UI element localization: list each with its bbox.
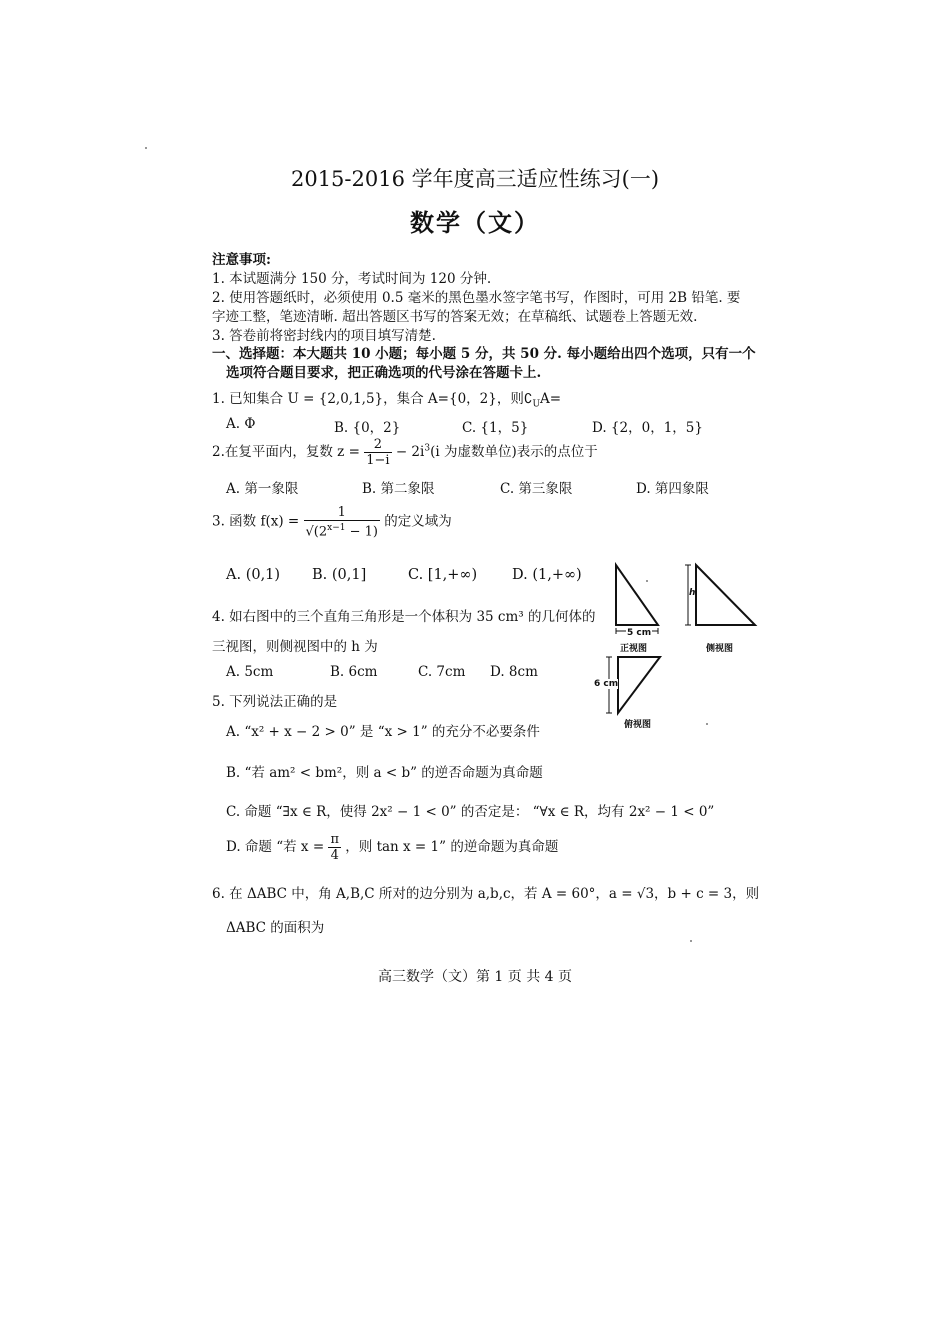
fraction: $\frac{1}{√(2^{x-1} - 1)}$: [305, 505, 378, 540]
question-1-stem: 1. 已知集合 U = {2,0,1,5}，集合 A={0，2}，则$∁_UA=$: [212, 391, 562, 410]
question-4-line1: 4. 如右图中的三个直角三角形是一个体积为 35 cm³ 的几何体的: [212, 609, 596, 625]
section-heading-line2: 选项符合题目要求，把正确选项的代号涂在答题卡上.: [226, 365, 542, 381]
front-view-triangle: [616, 565, 658, 625]
fraction: $\frac{2}{1-i}$: [366, 437, 390, 468]
page-footer: 高三数学（文）第 1 页 共 4 页: [377, 969, 573, 985]
question-3-option-b: B. (0,1]: [312, 567, 367, 583]
question-5-option-b: B. “若 am² < bm²，则 a < b” 的逆否命题为真命题: [226, 765, 543, 781]
question-1-option-b: B. {0，2}: [334, 420, 401, 436]
question-1-option-d: D. {2，0，1，5}: [592, 420, 703, 436]
note-item: 2. 使用答题纸时，必须使用 0.5 毫米的黑色墨水签字笔书写，作图时，可用 2B 铅笔. 要: [212, 290, 741, 306]
notes-heading: 注意事项:: [212, 252, 271, 268]
question-1-option-c: C. {1，5}: [462, 420, 529, 436]
top-height-label: 6 cm: [594, 679, 619, 689]
question-3-stem: 3. 函数 f(x) = $\frac{1}{√(2^{x-1} - 1)}$ 的定义域为: [212, 505, 452, 540]
page-title: 2015-2016 学年度高三适应性练习(一): [290, 167, 660, 191]
question-5-option-d: D. 命题 “若 x = $\frac{\pi}{4}$ ，则 tan x = 1” 的逆命题为真命题: [226, 832, 559, 863]
three-view-diagram: [590, 555, 780, 745]
question-4-option-a: A. 5cm: [226, 664, 274, 680]
question-3-option-d: D. (1,+∞): [512, 567, 582, 583]
three-view-figure: [590, 555, 780, 745]
section-heading-line1: 一、选择题：本大题共 10 小题；每小题 5 分，共 50 分. 每小题给出四个选项，只有一个: [212, 346, 756, 362]
fraction: $\frac{\pi}{4}$: [330, 832, 339, 863]
top-view-caption: 俯视图: [624, 720, 652, 730]
page-subtitle: 数学（文）: [410, 208, 540, 237]
scan-speck: [690, 940, 692, 942]
scan-speck: [706, 723, 708, 725]
question-4-line2: 三视图，则侧视图中的 h 为: [212, 639, 378, 655]
note-item: 1. 本试题满分 150 分，考试时间为 120 分钟.: [212, 271, 492, 287]
side-view-caption: 侧视图: [706, 644, 734, 654]
note-item: 3. 答卷前将密封线内的项目填写清楚.: [212, 328, 436, 344]
question-4-option-d: D. 8cm: [490, 664, 538, 680]
side-view-triangle: [696, 565, 755, 625]
question-2-stem: 2.在复平面内，复数 z = $\frac{2}{1-i}$ − $2i^3(i$ 为虚数单位)表示的点位于: [212, 437, 598, 468]
top-view-triangle: [618, 657, 660, 713]
question-4-option-b: B. 6cm: [330, 664, 378, 680]
question-5-option-c: C. 命题 “∃x ∈ R，使得 2x² − 1 < 0” 的否定是： “∀x ∈ R，均有 2x² − 1 < 0”: [226, 804, 715, 820]
question-2-option-b: B. 第二象限: [362, 481, 435, 497]
question-3-option-c: C. [1,+∞): [408, 567, 478, 583]
question-5-stem: 5. 下列说法正确的是: [212, 694, 338, 710]
question-2-option-a: A. 第一象限: [226, 481, 299, 497]
question-4-option-c: C. 7cm: [418, 664, 466, 680]
question-1-option-a: A. Φ: [226, 416, 256, 432]
question-2-option-d: D. 第四象限: [636, 481, 709, 497]
front-width-label: 5 cm: [627, 628, 652, 638]
front-view-caption: 正视图: [620, 644, 648, 654]
scan-speck: [145, 147, 147, 149]
scan-speck: [646, 580, 648, 582]
question-6-line1: 6. 在 ΔABC 中，角 A,B,C 所对的边分别为 a,b,c，若 A = 60°，a = √3，b + c = 3，则: [212, 886, 760, 902]
question-2-option-c: C. 第三象限: [500, 481, 573, 497]
question-3-option-a: A. (0,1): [226, 567, 281, 583]
question-6-line2: ΔABC 的面积为: [226, 920, 325, 936]
note-item: 字迹工整，笔迹清晰. 超出答题区书写的答案无效；在草稿纸、试题卷上答题无效.: [212, 309, 698, 325]
question-5-option-a: A. “x² + x − 2 > 0” 是 “x > 1” 的充分不必要条件: [226, 724, 540, 740]
side-h-label: h: [689, 588, 696, 598]
